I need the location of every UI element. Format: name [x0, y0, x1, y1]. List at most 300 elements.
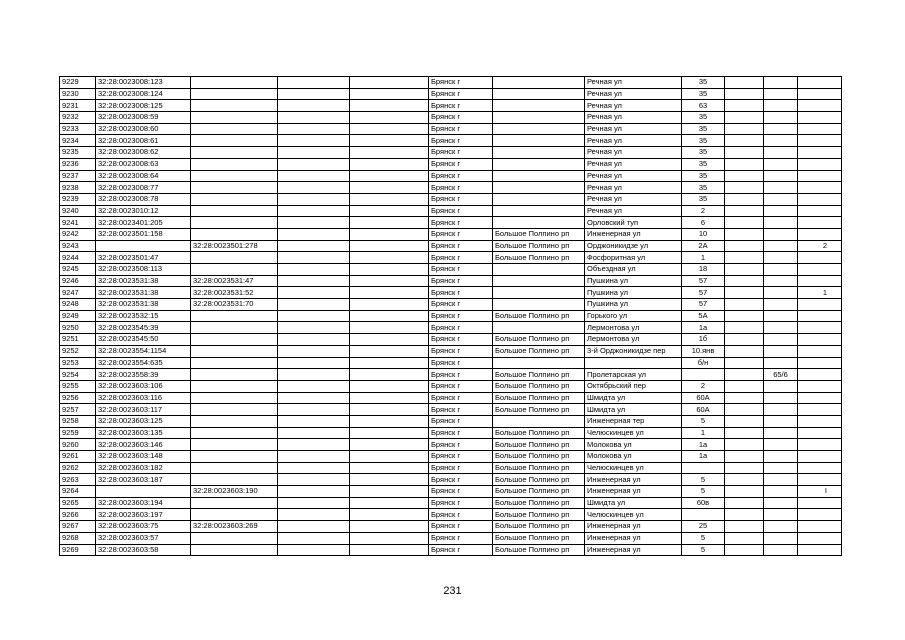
street-cell: Молокова ул [585, 439, 682, 451]
empty-cell-b [350, 112, 429, 124]
street-cell: Инженерная тер [585, 415, 682, 427]
apartment-cell [798, 369, 842, 381]
settlement-cell [493, 100, 585, 112]
structure-cell [764, 240, 798, 252]
house-cell: 35 [682, 182, 725, 194]
row-number-cell: 9249 [60, 310, 96, 322]
apartment-cell [798, 275, 842, 287]
linked-cadastral-cell [191, 380, 278, 392]
table-row [60, 240, 842, 252]
building-cell [725, 77, 764, 89]
city-cell: Брянск г [429, 299, 493, 311]
row-number-cell: 9263 [60, 474, 96, 486]
apartment-cell [798, 427, 842, 439]
linked-cadastral-cell [191, 392, 278, 404]
building-cell [725, 299, 764, 311]
settlement-cell [493, 205, 585, 217]
empty-cell-a [278, 287, 350, 299]
apartment-cell [798, 147, 842, 159]
linked-cadastral-cell: 32:28:0023501:278 [191, 240, 278, 252]
street-cell: Речная ул [585, 147, 682, 159]
house-cell: 5 [682, 415, 725, 427]
street-cell [585, 357, 682, 369]
house-cell: 60А [682, 392, 725, 404]
cadastral-number-cell: 32:28:0023508:113 [96, 264, 191, 276]
street-cell: 3-й Орджоникидзе пер [585, 345, 682, 357]
cadastral-number-cell: 32:28:0023532:15 [96, 310, 191, 322]
row-number-cell: 9247 [60, 287, 96, 299]
structure-cell [764, 439, 798, 451]
house-cell: 35 [682, 147, 725, 159]
street-cell: Инженерная ул [585, 521, 682, 533]
linked-cadastral-cell [191, 509, 278, 521]
city-cell: Брянск г [429, 451, 493, 463]
city-cell: Брянск г [429, 158, 493, 170]
cadastral-number-cell: 32:28:0023554:635 [96, 357, 191, 369]
empty-cell-b [350, 182, 429, 194]
row-number-cell: 9233 [60, 123, 96, 135]
house-cell: 1а [682, 322, 725, 334]
house-cell [682, 369, 725, 381]
cadastral-number-cell: 32:28:0023008:63 [96, 158, 191, 170]
row-number-cell: 9251 [60, 334, 96, 346]
linked-cadastral-cell: 32:28:0023603:269 [191, 521, 278, 533]
table-row [60, 217, 842, 229]
cadastral-number-cell: 32:28:0023008:124 [96, 88, 191, 100]
house-cell: 57 [682, 287, 725, 299]
building-cell [725, 135, 764, 147]
empty-cell-b [350, 123, 429, 135]
empty-cell-a [278, 380, 350, 392]
city-cell: Брянск г [429, 100, 493, 112]
street-cell: Объездная ул [585, 264, 682, 276]
row-number-cell: 9230 [60, 88, 96, 100]
table-row [60, 474, 842, 486]
structure-cell [764, 451, 798, 463]
table-row [60, 112, 842, 124]
row-number-cell: 9245 [60, 264, 96, 276]
empty-cell-b [350, 158, 429, 170]
row-number-cell: 9265 [60, 497, 96, 509]
building-cell [725, 310, 764, 322]
linked-cadastral-cell [191, 345, 278, 357]
city-cell: Брянск г [429, 322, 493, 334]
table-row [60, 182, 842, 194]
table-row [60, 264, 842, 276]
house-cell: 18 [682, 264, 725, 276]
linked-cadastral-cell [191, 88, 278, 100]
data-table [59, 76, 842, 556]
structure-cell [764, 392, 798, 404]
row-number-cell: 9254 [60, 369, 96, 381]
table-row [60, 287, 842, 299]
city-cell: Брянск г [429, 474, 493, 486]
cadastral-number-cell: 32:28:0023008:59 [96, 112, 191, 124]
structure-cell [764, 322, 798, 334]
table-row [60, 532, 842, 544]
structure-cell [764, 77, 798, 89]
cadastral-number-cell: 32:28:0023501:47 [96, 252, 191, 264]
row-number-cell: 9238 [60, 182, 96, 194]
table-row [60, 252, 842, 264]
settlement-cell: Большое Полпино рп [493, 334, 585, 346]
street-cell: Челюскинцев ул [585, 509, 682, 521]
city-cell: Брянск г [429, 182, 493, 194]
street-cell: Инженерная ул [585, 544, 682, 556]
city-cell: Брянск г [429, 439, 493, 451]
linked-cadastral-cell [191, 544, 278, 556]
cadastral-number-cell: 32:28:0023545:50 [96, 334, 191, 346]
city-cell: Брянск г [429, 544, 493, 556]
house-cell: 5 [682, 486, 725, 498]
apartment-cell [798, 521, 842, 533]
empty-cell-b [350, 205, 429, 217]
structure-cell [764, 357, 798, 369]
settlement-cell: Большое Полпино рп [493, 345, 585, 357]
building-cell [725, 462, 764, 474]
settlement-cell: Большое Полпино рп [493, 497, 585, 509]
empty-cell-b [350, 287, 429, 299]
house-cell: 5 [682, 532, 725, 544]
building-cell [725, 369, 764, 381]
empty-cell-a [278, 182, 350, 194]
structure-cell [764, 228, 798, 240]
linked-cadastral-cell [191, 112, 278, 124]
empty-cell-b [350, 392, 429, 404]
building-cell [725, 544, 764, 556]
row-number-cell: 9236 [60, 158, 96, 170]
empty-cell-b [350, 521, 429, 533]
cadastral-number-cell: 32:28:0023501:158 [96, 228, 191, 240]
cadastral-number-cell: 32:28:0023603:187 [96, 474, 191, 486]
cadastral-number-cell: 32:28:0023531:38 [96, 299, 191, 311]
settlement-cell: Большое Полпино рп [493, 474, 585, 486]
empty-cell-b [350, 334, 429, 346]
street-cell: Речная ул [585, 135, 682, 147]
page-number: 231 [443, 585, 462, 597]
empty-cell-b [350, 486, 429, 498]
linked-cadastral-cell [191, 77, 278, 89]
cadastral-number-cell: 32:28:0023558:39 [96, 369, 191, 381]
apartment-cell [798, 474, 842, 486]
settlement-cell: Большое Полпино рп [493, 404, 585, 416]
settlement-cell [493, 357, 585, 369]
street-cell: Речная ул [585, 193, 682, 205]
apartment-cell [798, 217, 842, 229]
city-cell: Брянск г [429, 509, 493, 521]
building-cell [725, 252, 764, 264]
linked-cadastral-cell [191, 404, 278, 416]
apartment-cell [798, 77, 842, 89]
building-cell [725, 415, 764, 427]
city-cell: Брянск г [429, 217, 493, 229]
linked-cadastral-cell [191, 369, 278, 381]
street-cell: Речная ул [585, 100, 682, 112]
row-number-cell: 9256 [60, 392, 96, 404]
linked-cadastral-cell [191, 264, 278, 276]
cadastral-number-cell: 32:28:0023603:58 [96, 544, 191, 556]
settlement-cell: Большое Полпино рп [493, 544, 585, 556]
linked-cadastral-cell [191, 217, 278, 229]
apartment-cell [798, 392, 842, 404]
row-number-cell: 9240 [60, 205, 96, 217]
table-row [60, 462, 842, 474]
street-cell: Речная ул [585, 112, 682, 124]
table-row [60, 509, 842, 521]
cadastral-number-cell: 32:28:0023008:123 [96, 77, 191, 89]
building-cell [725, 228, 764, 240]
apartment-cell [798, 509, 842, 521]
city-cell: Брянск г [429, 193, 493, 205]
street-cell: Инженерная ул [585, 228, 682, 240]
linked-cadastral-cell [191, 170, 278, 182]
row-number-cell: 9232 [60, 112, 96, 124]
structure-cell [764, 474, 798, 486]
table-row [60, 427, 842, 439]
apartment-cell [798, 228, 842, 240]
empty-cell-a [278, 147, 350, 159]
empty-cell-a [278, 158, 350, 170]
city-cell: Брянск г [429, 345, 493, 357]
cadastral-number-cell: 32:28:0023401:205 [96, 217, 191, 229]
building-cell [725, 486, 764, 498]
cadastral-number-cell: 32:28:0023603:75 [96, 521, 191, 533]
empty-cell-b [350, 275, 429, 287]
settlement-cell: Большое Полпино рп [493, 252, 585, 264]
empty-cell-a [278, 497, 350, 509]
street-cell: Речная ул [585, 205, 682, 217]
row-number-cell: 9257 [60, 404, 96, 416]
apartment-cell [798, 100, 842, 112]
building-cell [725, 182, 764, 194]
building-cell [725, 345, 764, 357]
empty-cell-a [278, 310, 350, 322]
apartment-cell [798, 404, 842, 416]
linked-cadastral-cell [191, 158, 278, 170]
empty-cell-b [350, 135, 429, 147]
table-row [60, 486, 842, 498]
empty-cell-a [278, 474, 350, 486]
cadastral-number-cell: 32:28:0023554:1154 [96, 345, 191, 357]
row-number-cell: 9261 [60, 451, 96, 463]
street-cell: Инженерная ул [585, 474, 682, 486]
linked-cadastral-cell [191, 415, 278, 427]
building-cell [725, 451, 764, 463]
settlement-cell [493, 264, 585, 276]
structure-cell [764, 193, 798, 205]
city-cell: Брянск г [429, 147, 493, 159]
apartment-cell [798, 310, 842, 322]
street-cell: Речная ул [585, 77, 682, 89]
row-number-cell: 9268 [60, 532, 96, 544]
table-row [60, 88, 842, 100]
city-cell: Брянск г [429, 357, 493, 369]
city-cell: Брянск г [429, 252, 493, 264]
linked-cadastral-cell [191, 123, 278, 135]
row-number-cell: 9229 [60, 77, 96, 89]
empty-cell-a [278, 544, 350, 556]
city-cell: Брянск г [429, 275, 493, 287]
linked-cadastral-cell [191, 322, 278, 334]
empty-cell-a [278, 322, 350, 334]
linked-cadastral-cell [191, 100, 278, 112]
city-cell: Брянск г [429, 88, 493, 100]
empty-cell-b [350, 252, 429, 264]
settlement-cell: Большое Полпино рп [493, 509, 585, 521]
linked-cadastral-cell [191, 228, 278, 240]
structure-cell [764, 497, 798, 509]
street-cell: Лермонтова ул [585, 334, 682, 346]
empty-cell-a [278, 264, 350, 276]
building-cell [725, 205, 764, 217]
settlement-cell: Большое Полпино рп [493, 427, 585, 439]
row-number-cell: 9253 [60, 357, 96, 369]
empty-cell-a [278, 205, 350, 217]
row-number-cell: 9264 [60, 486, 96, 498]
cadastral-number-cell: 32:28:0023010:12 [96, 205, 191, 217]
empty-cell-b [350, 439, 429, 451]
house-cell: 57 [682, 299, 725, 311]
table-row [60, 345, 842, 357]
empty-cell-a [278, 299, 350, 311]
city-cell: Брянск г [429, 123, 493, 135]
empty-cell-b [350, 88, 429, 100]
city-cell: Брянск г [429, 334, 493, 346]
row-number-cell: 9231 [60, 100, 96, 112]
street-cell: Инженерная ул [585, 486, 682, 498]
empty-cell-a [278, 334, 350, 346]
structure-cell [764, 462, 798, 474]
row-number-cell: 9244 [60, 252, 96, 264]
street-cell: Речная ул [585, 123, 682, 135]
apartment-cell [798, 135, 842, 147]
cadastral-number-cell [96, 486, 191, 498]
empty-cell-a [278, 123, 350, 135]
cadastral-number-cell: 32:28:0023008:125 [96, 100, 191, 112]
row-number-cell: 9235 [60, 147, 96, 159]
empty-cell-a [278, 486, 350, 498]
city-cell: Брянск г [429, 521, 493, 533]
empty-cell-a [278, 509, 350, 521]
table-row [60, 147, 842, 159]
city-cell: Брянск г [429, 532, 493, 544]
empty-cell-a [278, 170, 350, 182]
building-cell [725, 112, 764, 124]
street-cell: Пролетарская ул [585, 369, 682, 381]
house-cell: 35 [682, 135, 725, 147]
apartment-cell [798, 170, 842, 182]
cadastral-number-cell: 32:28:0023008:62 [96, 147, 191, 159]
empty-cell-b [350, 345, 429, 357]
linked-cadastral-cell: 32:28:0023603:190 [191, 486, 278, 498]
empty-cell-a [278, 228, 350, 240]
empty-cell-b [350, 369, 429, 381]
cadastral-number-cell: 32:28:0023603:148 [96, 451, 191, 463]
street-cell: Инженерная ул [585, 532, 682, 544]
empty-cell-b [350, 427, 429, 439]
city-cell: Брянск г [429, 240, 493, 252]
structure-cell [764, 100, 798, 112]
empty-cell-a [278, 521, 350, 533]
row-number-cell: 9246 [60, 275, 96, 287]
street-cell: Шмидта ул [585, 404, 682, 416]
house-cell: 2 [682, 205, 725, 217]
row-number-cell: 9260 [60, 439, 96, 451]
building-cell [725, 193, 764, 205]
linked-cadastral-cell [191, 474, 278, 486]
structure-cell [764, 158, 798, 170]
street-cell: Речная ул [585, 158, 682, 170]
settlement-cell [493, 170, 585, 182]
building-cell [725, 439, 764, 451]
structure-cell [764, 345, 798, 357]
structure-cell [764, 170, 798, 182]
apartment-cell [798, 88, 842, 100]
table-row [60, 544, 842, 556]
table-row [60, 439, 842, 451]
building-cell [725, 521, 764, 533]
settlement-cell: Большое Полпино рп [493, 228, 585, 240]
house-cell: 5А [682, 310, 725, 322]
settlement-cell [493, 322, 585, 334]
empty-cell-b [350, 77, 429, 89]
structure-cell [764, 123, 798, 135]
cadastral-number-cell: 32:28:0023531:38 [96, 275, 191, 287]
apartment-cell: I [798, 486, 842, 498]
settlement-cell [493, 158, 585, 170]
linked-cadastral-cell [191, 427, 278, 439]
settlement-cell: Большое Полпино рп [493, 240, 585, 252]
house-cell: 57 [682, 275, 725, 287]
street-cell: Горького ул [585, 310, 682, 322]
table-row [60, 275, 842, 287]
structure-cell [764, 112, 798, 124]
structure-cell [764, 380, 798, 392]
empty-cell-b [350, 497, 429, 509]
empty-cell-b [350, 217, 429, 229]
settlement-cell [493, 217, 585, 229]
empty-cell-b [350, 380, 429, 392]
empty-cell-b [350, 532, 429, 544]
house-cell: 10 [682, 228, 725, 240]
empty-cell-b [350, 228, 429, 240]
house-cell: 10.янв [682, 345, 725, 357]
table-row [60, 451, 842, 463]
cadastral-number-cell: 32:28:0023603:125 [96, 415, 191, 427]
city-cell: Брянск г [429, 486, 493, 498]
cadastral-number-cell: 32:28:0023008:78 [96, 193, 191, 205]
table-row [60, 100, 842, 112]
building-cell [725, 427, 764, 439]
row-number-cell: 9255 [60, 380, 96, 392]
cadastral-number-cell: 32:28:0023008:60 [96, 123, 191, 135]
empty-cell-a [278, 462, 350, 474]
settlement-cell [493, 182, 585, 194]
row-number-cell: 9267 [60, 521, 96, 533]
structure-cell [764, 521, 798, 533]
street-cell: Фосфоритная ул [585, 252, 682, 264]
house-cell: 5 [682, 474, 725, 486]
settlement-cell: Большое Полпино рп [493, 369, 585, 381]
structure-cell [764, 182, 798, 194]
empty-cell-a [278, 439, 350, 451]
house-cell: 35 [682, 193, 725, 205]
structure-cell [764, 486, 798, 498]
city-cell: Брянск г [429, 112, 493, 124]
street-cell: Речная ул [585, 182, 682, 194]
structure-cell [764, 544, 798, 556]
apartment-cell [798, 193, 842, 205]
